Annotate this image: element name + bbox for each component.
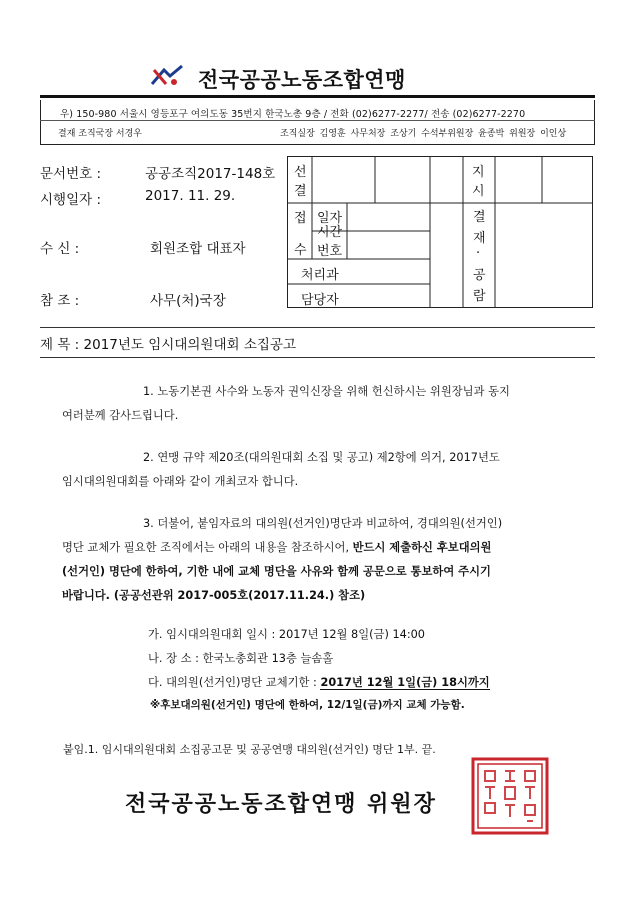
grid-right-2: 재	[473, 231, 486, 246]
address-separator	[40, 120, 595, 121]
para3-line2	[62, 536, 491, 560]
para3-line2-a: 명단 교체가 필요한 조직에서는 아래의 내용을 참조하시어,	[62, 541, 353, 554]
grid-right-1: 결	[473, 210, 486, 225]
para1-line2: 여러분께 감사드립니다.	[62, 409, 179, 422]
subject-text: 2017년도 임시대의원대회 소집공고	[83, 337, 296, 353]
doc-number-label: 문서번호 :	[40, 166, 102, 182]
item-a-label: 가. 임시대의원대회 일시 :	[148, 628, 279, 641]
org-title: 전국공공노동조합연맹	[198, 68, 406, 92]
subject-label: 제 목 :	[40, 337, 80, 353]
para3-line4: 바랍니다. (공공선관위 2017-005호(2017.11.24.) 참조)	[62, 589, 366, 602]
subject-top-rule	[40, 327, 595, 328]
item-c-value: 2017년 12월 1일(금) 18시까지	[320, 676, 490, 689]
para2-line1: 2. 연맹 규약 제20조(대의원대회 소집 및 공고) 제2항에 의거, 2017년도	[143, 451, 500, 464]
grid-beonho: 번호	[317, 244, 343, 259]
para3-line2-b: 반드시 제출하신 후보대의원	[352, 541, 492, 554]
item-a	[148, 626, 425, 642]
reference-label: 참 조 :	[40, 293, 80, 309]
staff-line-left: 결재 조직국장 서경우	[58, 129, 142, 139]
doc-number: 공공조직2017-148호	[145, 166, 276, 182]
header-divider	[40, 95, 595, 98]
address-line: 우) 150-980 서울시 영등포구 여의도동 35번지 한국노총 9층 / 전화 (02)6277-2277/ 전송 (02)6277-2270	[60, 109, 526, 120]
grid-ji: 지	[472, 165, 485, 180]
union-logo-icon	[150, 62, 184, 90]
para3-line1: 3. 더불어, 붙임자료의 대의원(선거인)명단과 비교하여, 경대의원(선거인)	[143, 517, 503, 530]
grid-damdangja: 담당자	[301, 293, 339, 308]
grid-jeop: 접	[294, 211, 307, 226]
grid-si: 시	[472, 184, 485, 199]
grid-right-3: ·	[476, 246, 481, 261]
grid-right-5: 람	[473, 289, 486, 304]
grid-gyeol: 결	[294, 184, 307, 199]
para2-line2: 임시대의원대회를 아래와 같이 개최코자 합니다.	[62, 475, 299, 488]
grid-sigan: 시간	[317, 225, 343, 240]
signer-line: 전국공공노동조합연맹 위원장	[125, 792, 437, 817]
item-c	[148, 674, 490, 690]
recipient: 회원조합 대표자	[150, 241, 246, 257]
grid-cheorigwa: 처리과	[301, 268, 339, 283]
staff-line-right: 조직실장 김영훈 사무처장 조상기 수석부위원장 윤종박 위원장 이인상	[280, 129, 567, 139]
item-a-value: 2017년 12월 8일(금) 14:00	[278, 628, 425, 641]
item-b	[148, 650, 333, 666]
subject-bottom-rule	[40, 357, 595, 358]
attachment-line: 붙임.1. 임시대의원대회 소집공고문 및 공공연맹 대의원(선거인) 명단 1부. 끝.	[63, 743, 436, 756]
item-c-label: 다. 대의원(선거인)명단 교체기한 :	[148, 676, 321, 689]
approval-grid	[287, 156, 593, 308]
grid-su: 수	[294, 243, 307, 258]
para1-line1: 1. 노동기본권 사수와 노동자 권익신장을 위해 헌신하시는 위원장님과 동지	[143, 385, 510, 398]
item-b-value: 한국노총회관 13층 늘솜홀	[202, 652, 334, 665]
subject-line	[40, 333, 296, 353]
grid-seon: 선	[294, 165, 307, 180]
item-note: ※후보대의원(선거인) 명단에 한하여, 12/1일(금)까지 교체 가능함.	[150, 699, 465, 711]
official-seal-icon	[471, 757, 549, 835]
reference: 사무(처)국장	[150, 293, 226, 309]
recipient-label: 수 신 :	[40, 241, 80, 257]
grid-ilja: 일자	[317, 211, 343, 226]
date-label: 시행일자 :	[40, 192, 102, 208]
issue-date: 2017. 11. 29.	[145, 188, 236, 204]
grid-right-4: 공	[473, 268, 486, 283]
para3-line3: (선거인) 명단에 한하여, 기한 내에 교체 명단을 사유와 함께 공문으로 통보하여 주시기	[62, 565, 491, 578]
item-b-label: 나. 장 소 :	[148, 652, 203, 665]
